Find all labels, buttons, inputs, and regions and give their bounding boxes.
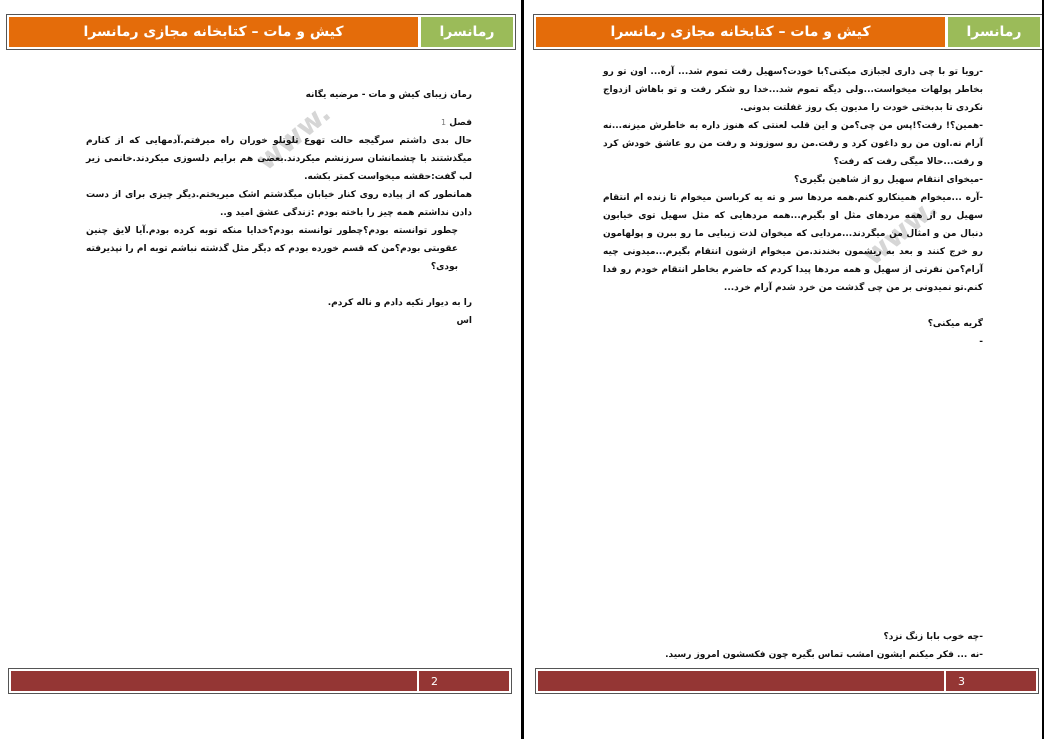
page-footer <box>535 668 1039 694</box>
page-body-bottom <box>603 628 983 664</box>
watermark: www. <box>856 191 944 272</box>
page-header <box>533 14 1043 50</box>
paragraph: -میخوای انتقام سهیل رو از شاهین بگیری؟ <box>794 175 983 185</box>
page-number: 3 <box>945 670 1037 692</box>
paragraph: -چه خوب بابا زنگ نزد؟ <box>883 632 983 642</box>
watermark: www. <box>249 96 337 177</box>
page-body <box>86 86 472 330</box>
paragraph: اس <box>456 316 472 326</box>
chapter-heading <box>86 114 472 132</box>
paragraph: -آره ...میخوام همینکارو کنم.همه مردها سر و ته یه کرباسن میخوام تا زنده ام انتقام سهیل رو از همه مردهای مثل او بگیرم...همه مردهایی که مثل سهیل توی خیابون دنبال من و امثال من میگردند...مردایی که میخوان لذت زیبایی ما رو ببرن و پولهامون رو خرج کنند و بعد به ریشمون بخندند.من میخوام ازشون انتقام بگیرم...میدونی چیه آرام؟من نفرتی از سهیل و همه مردها پیدا کردم که حاضرم بخاطر انتقام خودم رو فدا کنم.تو نمیدونی بر من چی گذشت من خرد شدم آرام خرد... <box>603 193 983 293</box>
paragraph: -نه ... فکر میکنم ایشون امشب تماس بگیره چون فکسشون امروز رسید. <box>665 650 983 660</box>
header-brand: رمانسرا <box>947 16 1041 48</box>
book-title-line: رمان زیبای کیش و مات - مرضیه یگانه <box>305 90 472 100</box>
paragraph: - <box>979 337 983 347</box>
chapter-label: فصل <box>449 118 472 128</box>
header-title: کیش و مات – کتابخانه مجازی رمانسرا <box>535 16 946 48</box>
paragraph: گریه میکنی؟ <box>927 319 983 329</box>
footer-bar <box>10 670 418 692</box>
header-title: کیش و مات – کتابخانه مجازی رمانسرا <box>8 16 419 48</box>
page-divider <box>1042 0 1044 739</box>
paragraph: حال بدی داشتم سرگیجه حالت تهوع تلوتلو خوران راه میرفتم.آدمهایی که از کنارم میگذشتند با چشمانشان سرزنشم میکردند.بعضی هم برایم دلسوزی میکردند.خانمی زیر لب گفت:حقشه میخواست کمتر بکشه. <box>86 136 472 182</box>
footer-bar <box>537 670 945 692</box>
document-page-3 <box>527 0 1045 739</box>
page-header <box>6 14 516 50</box>
chapter-number: 1 <box>440 118 447 127</box>
paragraph: را به دیوار تکیه دادم و ناله کردم. <box>327 298 472 308</box>
document-page-2 <box>0 0 518 739</box>
page-divider <box>521 0 524 739</box>
page-number: 2 <box>418 670 510 692</box>
page-footer <box>8 668 512 694</box>
paragraph: -رویا تو با چی داری لجبازی میکنی؟با خودت؟سهیل رفت تموم شد... آره... اون تو رو بخاطر پولهات میخواست...ولی دیگه تموم شد...خدا رو شکر رفت و تو باهاش ازدواج نکردی تا بدبختی خودت را مدیون یک روز غفلتت بدونی. <box>603 67 983 113</box>
paragraph: همانطور که از پیاده روی کنار خیابان میگذشتم اشک میریختم.دیگر چیزی برای از دست دادن نداشتم همه چیز را باخته بودم :زندگی عشق امید و.. <box>86 190 472 218</box>
page-body <box>603 63 983 351</box>
paragraph: چطور توانسته بودم؟چطور توانسته بودم؟خدایا منکه توبه کرده بودم.آیا لایق چنین عقوبتی بودم؟من که قسم خورده بودم که دیگر مثل گذشته نباشم توبه ام را نپذیرفته بودی؟ <box>86 226 458 272</box>
header-brand: رمانسرا <box>420 16 514 48</box>
paragraph: -همین؟! رفت؟!پس من چی؟من و این قلب لعنتی که هنوز داره به خاطرش میزنه...نه آرام نه.اون من رو داغون کرد و رفت.من رو سوزوند و رفت من رو عاشق خودش کرد و رفت...حالا میگی رفت که رفت؟ <box>603 121 983 167</box>
